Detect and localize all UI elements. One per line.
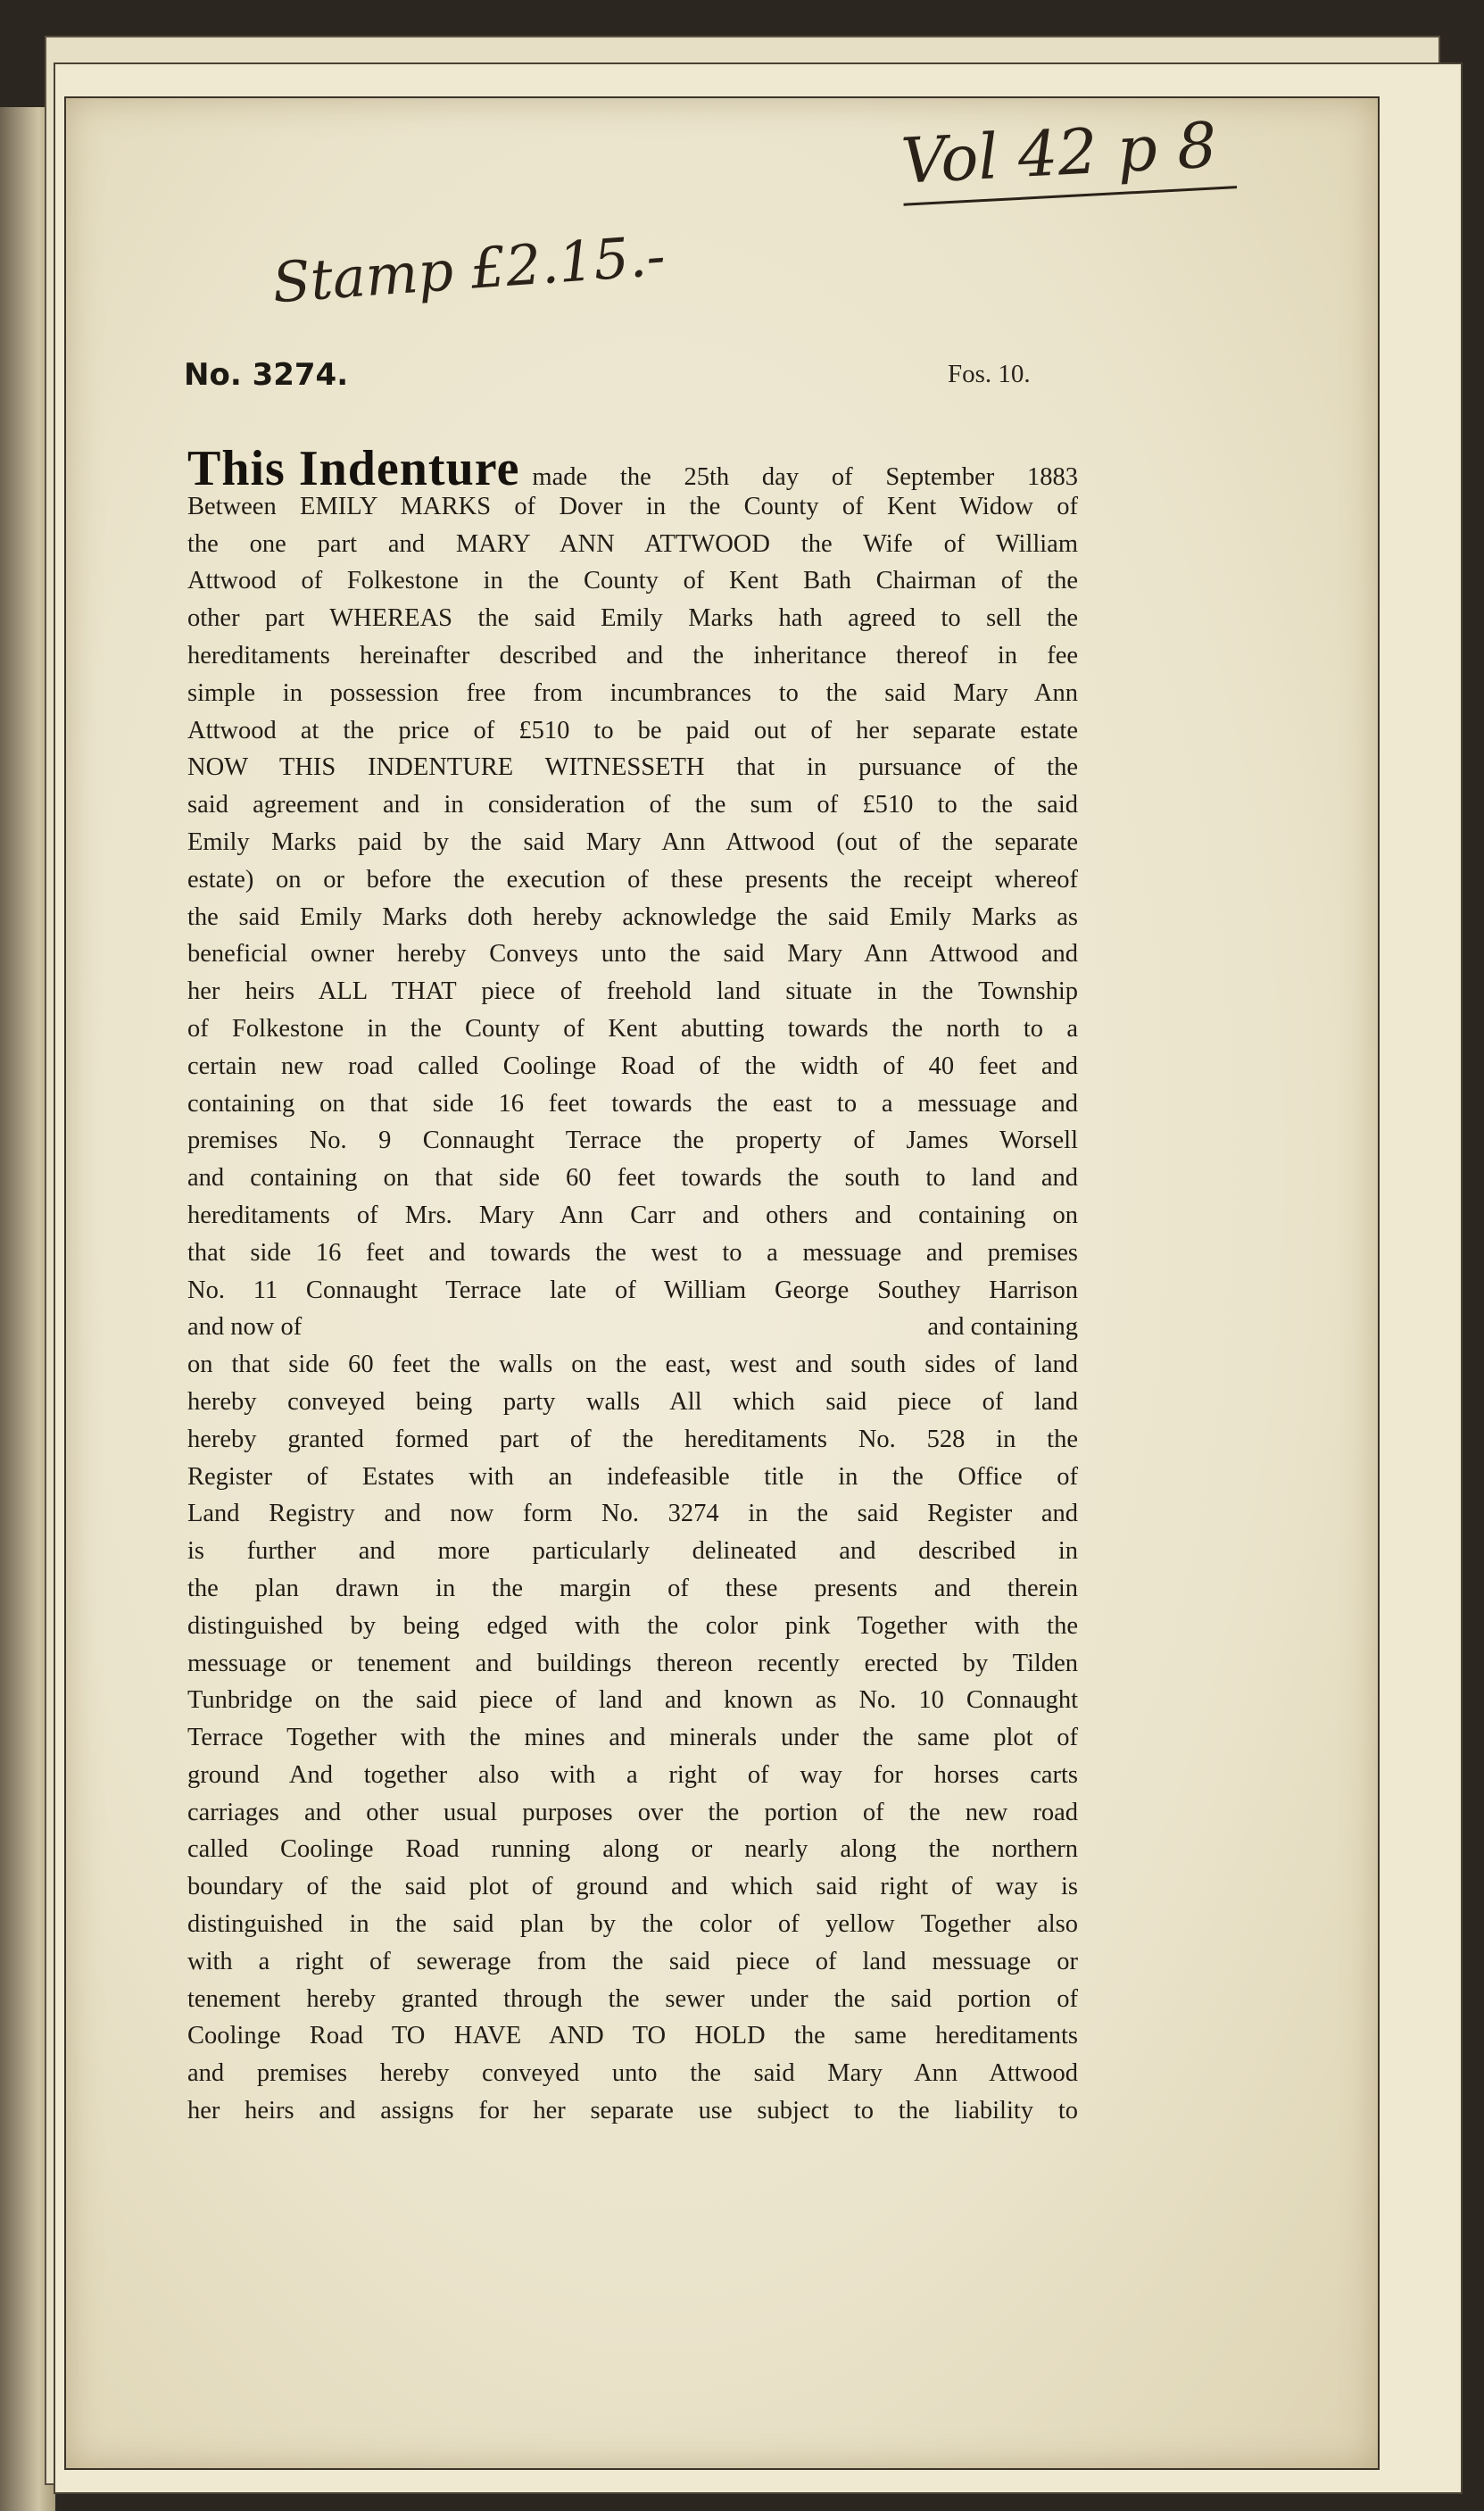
- deed-line: estate) on or before the execution of these presents the receipt whereof: [187, 865, 1078, 894]
- deed-line: Terrace Together with the mines and minerals under the same plot of: [187, 1724, 1078, 1752]
- deed-line: that side 16 feet and towards the west to a messuage and premises: [187, 1238, 1078, 1267]
- deed-line: beneficial owner hereby Conveys unto the said Mary Ann Attwood and: [187, 940, 1078, 969]
- deed-number: No. 3274.: [184, 357, 349, 393]
- deed-split-left: and now of: [187, 1313, 303, 1342]
- deed-line: Attwood of Folkestone in the County of Kent Bath Chairman of the: [187, 567, 1078, 595]
- deed-line: and premises hereby conveyed unto the said Mary Ann Attwood: [187, 2059, 1078, 2088]
- deed-line: certain new road called Coolinge Road of the width of 40 feet and: [187, 1052, 1078, 1080]
- deed-line: Register of Estates with an indefeasible title in the Office of: [187, 1462, 1078, 1491]
- deed-line: containing on that side 16 feet towards the east to a messuage and: [187, 1089, 1078, 1118]
- deed-line: hereby granted formed part of the hereditaments No. 528 in the: [187, 1425, 1078, 1453]
- deed-line: her heirs ALL THAT piece of freehold land situate in the Township: [187, 977, 1078, 1006]
- deed-line: Between EMILY MARKS of Dover in the County of Kent Widow of: [187, 492, 1078, 520]
- deed-line: other part WHEREAS the said Emily Marks hath agreed to sell the: [187, 604, 1078, 633]
- deed-line: ground And together also with a right of way for horses carts: [187, 1760, 1078, 1789]
- deed-first-line: [187, 441, 1078, 496]
- deed-line: hereby conveyed being party walls All which said piece of land: [187, 1387, 1078, 1416]
- deed-line: premises No. 9 Connaught Terrace the property of James Worsell: [187, 1127, 1078, 1155]
- deed-line: NOW THIS INDENTURE WITNESSETH that in pursuance of the: [187, 753, 1078, 782]
- deed-line: on that side 60 feet the walls on the east, west and south sides of land: [187, 1351, 1078, 1379]
- deed-line: hereditaments hereinafter described and the inheritance thereof in fee: [187, 641, 1078, 669]
- deed-line: tenement hereby granted through the sewer under the said portion of: [187, 1984, 1078, 2013]
- deed-opening: This Indenture: [187, 441, 520, 496]
- volume-annotation: Vol 42 p 8: [900, 107, 1237, 205]
- folio-count: Fos. 10.: [948, 360, 1031, 388]
- deed-line: said agreement and in consideration of the sum of £510 to the said: [187, 791, 1078, 819]
- deed-line: Tunbridge on the said piece of land and known as No. 10 Connaught: [187, 1686, 1078, 1715]
- deed-line: Land Registry and now form No. 3274 in the said Register and: [187, 1500, 1078, 1528]
- deed-line: of Folkestone in the County of Kent abutting towards the north to a: [187, 1014, 1078, 1043]
- deed-line: the one part and MARY ANN ATTWOOD the Wife of William: [187, 529, 1078, 558]
- deed-line: is further and more particularly delineated and described in: [187, 1537, 1078, 1566]
- deed-line: called Coolinge Road running along or nearly along the northern: [187, 1835, 1078, 1864]
- stamp-annotation: Stamp £2.15.-: [269, 222, 667, 316]
- deed-line: made the 25th day of September 1883: [532, 463, 1078, 491]
- deed-line: her heirs and assigns for her separate use subject to the liability to: [187, 2097, 1078, 2125]
- deed-split-line: [187, 1309, 1078, 1346]
- deed-line: carriages and other usual purposes over the portion of the new road: [187, 1798, 1078, 1826]
- deed-split-right: and containing: [927, 1313, 1078, 1342]
- deed-line: Attwood at the price of £510 to be paid out of her separate estate: [187, 716, 1078, 744]
- deed-line: Coolinge Road TO HAVE AND TO HOLD the same hereditaments: [187, 2022, 1078, 2050]
- deed-line: boundary of the said plot of ground and which said right of way is: [187, 1873, 1078, 1901]
- deed-line: distinguished by being edged with the color pink Together with the: [187, 1611, 1078, 1640]
- deed-line: hereditaments of Mrs. Mary Ann Carr and others and containing on: [187, 1201, 1078, 1229]
- deed-line: No. 11 Connaught Terrace late of William George Southey Harrison: [187, 1276, 1078, 1304]
- deed-line: and containing on that side 60 feet towards the south to land and: [187, 1164, 1078, 1193]
- deed-line: messuage or tenement and buildings thereon recently erected by Tilden: [187, 1649, 1078, 1677]
- deed-line: the said Emily Marks doth hereby acknowledge the said Emily Marks as: [187, 902, 1078, 931]
- deed-line: distinguished in the said plan by the color of yellow Together also: [187, 1910, 1078, 1939]
- deed-line: with a right of sewerage from the said piece of land messuage or: [187, 1947, 1078, 1975]
- deed-line: Emily Marks paid by the said Mary Ann Attwood (out of the separate: [187, 827, 1078, 856]
- deed-line: the plan drawn in the margin of these presents and therein: [187, 1574, 1078, 1602]
- deed-line: simple in possession free from incumbrances to the said Mary Ann: [187, 678, 1078, 707]
- deed-body: [187, 441, 1078, 2130]
